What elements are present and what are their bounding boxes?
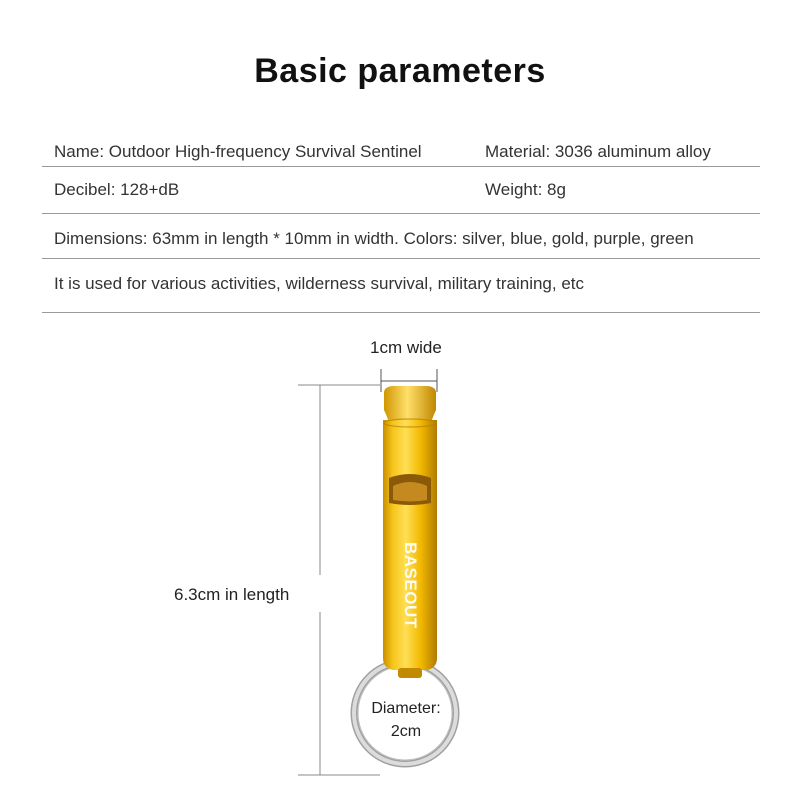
- brand-logo-text: BASEOUT: [401, 542, 420, 629]
- page-title: Basic parameters: [254, 52, 546, 90]
- ring-diameter-label: [356, 697, 456, 743]
- spec-dimensions-colors: Dimensions: 63mm in length * 10mm in width. Colors: silver, blue, gold, purple, green: [54, 229, 694, 248]
- spec-usage: It is used for various activities, wilderness survival, military training, etc: [54, 274, 585, 293]
- spec-name: Name: Outdoor High-frequency Survival Sentinel: [54, 142, 422, 161]
- spec-material: Material: 3036 aluminum alloy: [485, 142, 711, 161]
- spec-weight: Weight: 8g: [485, 180, 566, 199]
- width-label: 1cm wide: [370, 338, 442, 357]
- whistle-body: [383, 386, 437, 678]
- ring-diameter-label-line1: Diameter:: [371, 700, 441, 717]
- length-label: 6.3cm in length: [174, 585, 290, 604]
- spec-decibel: Decibel: 128+dB: [54, 180, 180, 199]
- ring-diameter-label-line2: 2cm: [390, 723, 422, 740]
